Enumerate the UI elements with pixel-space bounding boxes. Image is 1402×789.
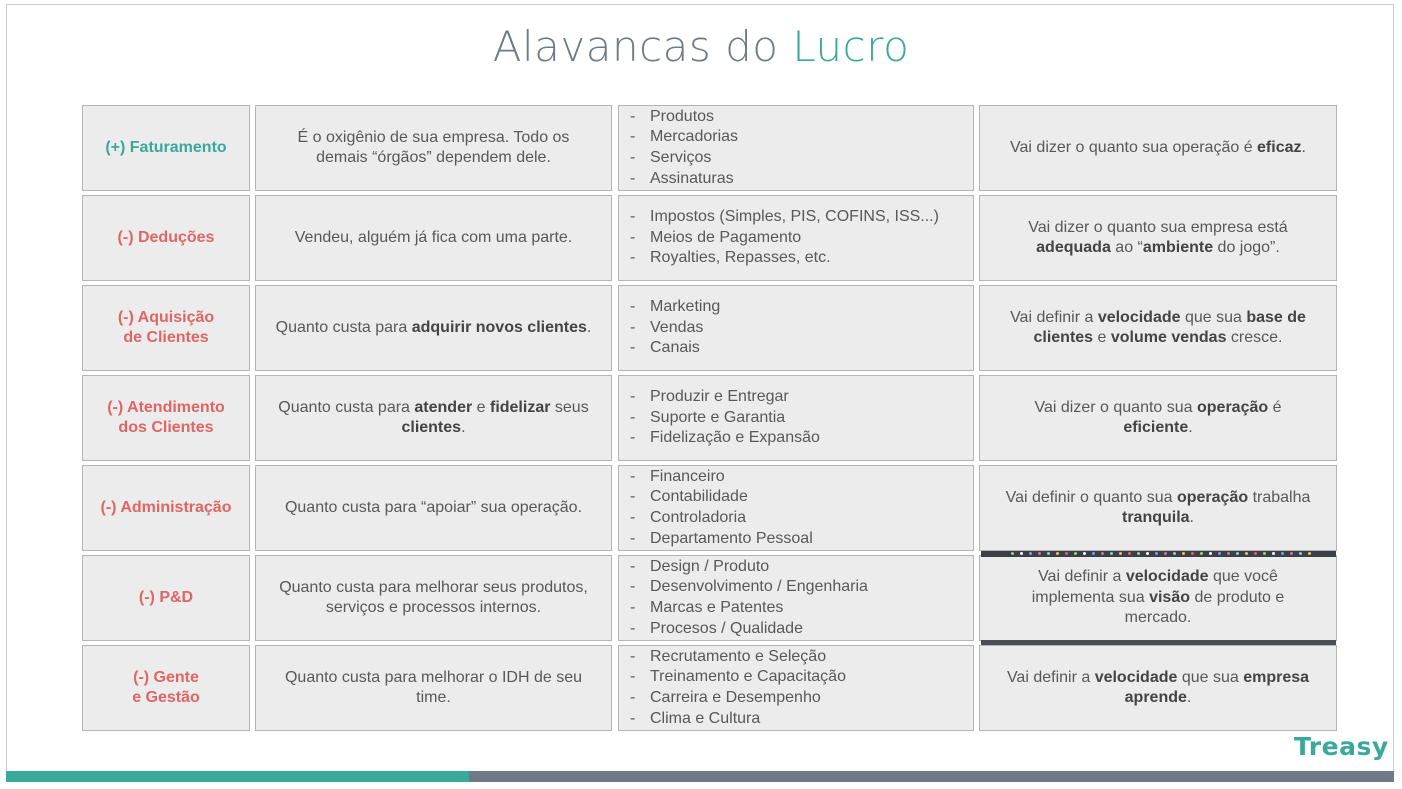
description-line [278,418,588,439]
decorative-dot [1110,552,1113,555]
lever-label [139,588,193,609]
lever-label-line: (-) Gente [133,668,199,686]
decorative-dot [1101,552,1104,555]
description-line [298,148,570,169]
decorative-dot [1146,552,1149,555]
list-item: - Recrutamento e Seleção [630,647,846,668]
decorative-dot [1128,552,1131,555]
impact-text [1010,308,1306,349]
decorative-dot [1191,552,1194,555]
impact-segment: implementa sua [1031,588,1150,606]
decorative-dot [1173,552,1176,555]
list-item: - Vendas [630,318,720,339]
description-segment: Quanto custa para [275,318,412,336]
decorative-dot [1137,552,1140,555]
decorative-dot [1245,552,1248,555]
impact-line [1028,238,1287,259]
list-item: - Royalties, Repasses, etc. [630,248,939,269]
lever-label-line: (-) P&D [138,588,194,606]
footer-bar-gray [469,771,1394,782]
description-line [278,398,588,419]
lever-label-line: e Gestão [132,689,200,706]
decorative-strip-bottom [981,640,1336,645]
impact-cell [979,285,1337,371]
impact-line [1032,588,1285,609]
impact-segment: cresce. [1226,329,1283,346]
impact-segment: Vai definir o quanto sua [1005,488,1177,506]
lever-cell [82,375,250,461]
list-item: - Suporte e Garantia [630,408,820,429]
impact-segment: Vai definir a [1038,568,1126,586]
list-item: - Financeiro [630,467,813,488]
description-line [285,498,582,519]
decorative-dot [1227,552,1230,555]
footer-bar-teal [6,771,469,782]
impact-segment: . [1301,138,1306,156]
list-item: - Produzir e Entregar [630,387,820,408]
description-line [279,598,588,619]
description-text [295,228,573,249]
list-item: - Controladoria [630,508,813,529]
impact-segment: Vai dizer o quanto sua empresa está [1028,218,1288,236]
lever-label [107,398,225,439]
lever-label-line: (-) Aquisição [117,308,215,326]
impact-cell [979,645,1337,731]
list-item: - Carreira e Desempenho [630,688,846,709]
decorative-dot [1038,552,1041,555]
description-segment: serviços e processos internos. [325,599,542,616]
list-item: - Marketing [630,297,720,318]
list-item: - Mercadorias [630,127,738,148]
decorative-dot [1074,552,1077,555]
items-list [630,207,939,269]
description-text [278,398,588,439]
impact-segment: . [1189,509,1194,526]
lever-label-line: de Clientes [123,329,209,346]
list-item: - Fidelização e Expansão [630,428,820,449]
decorative-dot [1092,552,1095,555]
impact-line [1007,668,1309,689]
impact-line [1010,328,1306,349]
decorative-dot [1182,552,1185,555]
impact-line [1010,138,1306,159]
lever-label [101,498,232,519]
description-text [298,128,570,169]
items-cell [618,285,974,371]
description-line [298,128,570,149]
impact-line [1010,308,1306,329]
lever-cell [82,285,250,371]
description-segment: time. [416,689,451,706]
items-cell [618,465,974,551]
list-item: - Assinaturas [630,169,738,190]
impact-text [1010,138,1306,159]
description-segment: Quanto custa para melhorar seus produtos, [279,578,588,596]
decorative-dot [1065,552,1068,555]
impact-text [1032,567,1285,629]
lever-cell [82,105,250,191]
impact-bold: tranquila [1121,509,1190,526]
impact-segment: mercado. [1124,609,1192,627]
impact-bold: volume vendas [1110,329,1227,346]
impact-line [1006,508,1311,529]
impact-segment: Vai definir a [1006,668,1095,686]
impact-text [1007,668,1309,709]
description-text [285,498,582,519]
list-item: - Treinamento e Capacitação [630,667,846,688]
description-line [279,578,588,599]
items-list [630,647,846,729]
lever-label-line: (-) Administração [100,498,232,516]
description-cell [255,465,612,551]
description-cell [255,645,612,731]
description-line [285,668,582,689]
impact-line [1006,488,1311,509]
decorative-dot [1209,552,1212,555]
title-part-2: Lucro [792,22,910,71]
list-item: - Contabilidade [630,487,813,508]
items-cell [618,195,974,281]
items-list [630,557,868,639]
description-line [276,318,592,339]
impact-segment: e [1093,329,1111,346]
items-cell [618,645,974,731]
description-segment: seus [550,398,589,416]
lever-cell [82,645,250,731]
description-bold: clientes [401,419,462,436]
items-list [630,387,820,449]
decorative-dot [1236,552,1239,555]
decorative-dot [1164,552,1167,555]
impact-segment: que você [1208,568,1278,586]
description-cell [255,285,612,371]
list-item: - Impostos (Simples, PIS, COFINS, ISS...) [630,207,939,228]
list-item: - Serviços [630,148,738,169]
impact-segment: do jogo”. [1213,239,1280,256]
description-bold: atender [414,398,473,416]
description-segment: Vendeu, alguém já fica com uma parte. [294,228,573,246]
decorative-dot [1047,552,1050,555]
impact-segment: Vai definir a [1010,308,1098,326]
title-part-1: Alavancas do [492,22,779,71]
decorative-dot [1200,552,1203,555]
impact-bold: visão [1149,588,1190,606]
list-item: - Design / Produto [630,557,868,578]
impact-bold: velocidade [1094,668,1178,686]
lever-label-line: (-) Deduções [117,228,215,246]
description-text [276,318,592,339]
decorative-dot [1083,552,1086,555]
impact-bold: base de [1246,308,1306,326]
decorative-dot [1029,552,1032,555]
impact-segment: . [1188,419,1193,436]
description-segment: . [461,419,466,436]
lever-cell [82,195,250,281]
impact-segment: Vai dizer o quanto sua operação é [1010,138,1258,156]
lever-label-line: dos Clientes [118,419,214,436]
list-item: - Marcas e Patentes [630,598,868,619]
impact-cell [979,465,1337,551]
items-cell [618,375,974,461]
impact-text [1035,398,1282,439]
description-segment: . [586,318,592,336]
impact-segment: . [1186,689,1192,706]
description-segment: Quanto custa para [278,398,415,416]
lever-label [105,138,226,159]
impact-cell [979,375,1337,461]
impact-line [1028,218,1287,239]
description-segment: demais “órgãos” dependem dele. [316,149,551,166]
impact-line [1032,567,1285,588]
description-segment: e [472,398,490,416]
decorative-dot [1011,552,1014,555]
impact-cell [979,195,1337,281]
decorative-dot [1218,552,1221,555]
lever-cell [82,465,250,551]
decorative-dot [1281,552,1284,555]
list-item: - Canais [630,338,720,359]
list-item: - Desenvolvimento / Engenharia [630,577,868,598]
impact-bold: operação [1176,488,1249,506]
impact-line [1032,608,1285,629]
decorative-strip [981,551,1336,557]
items-cell [618,105,974,191]
decorative-dot [1020,552,1023,555]
impact-segment: de produto e [1190,588,1285,606]
impact-text [1006,488,1311,529]
impact-segment: trabalha [1248,488,1311,506]
description-line [285,688,582,709]
impact-segment: Vai dizer o quanto sua [1034,398,1197,416]
items-list [630,107,738,189]
description-line [295,228,573,249]
impact-bold: clientes [1033,329,1094,346]
list-item: - Procesos / Qualidade [630,619,868,640]
impact-bold: eficaz [1257,138,1302,156]
impact-bold: eficiente [1123,419,1189,436]
description-cell [255,375,612,461]
items-list [630,467,813,549]
items-list [630,297,720,359]
decorative-dot [1272,552,1275,555]
description-cell [255,555,612,641]
impact-cell [979,555,1337,641]
impact-bold: velocidade [1097,308,1181,326]
lever-label-line: (+) Faturamento [105,138,227,156]
lever-label [118,228,215,249]
impact-segment: que sua [1180,308,1247,326]
impact-line [1035,418,1282,439]
description-cell [255,195,612,281]
description-segment: Quanto custa para “apoiar” sua operação. [284,498,583,516]
decorative-dot [1263,552,1266,555]
decorative-dot [1056,552,1059,555]
decorative-dot [1290,552,1293,555]
impact-bold: operação [1197,398,1269,416]
description-segment: É o oxigênio de sua empresa. Todo os [297,128,570,146]
list-item: - Departamento Pessoal [630,529,813,550]
description-segment: Quanto custa para melhorar o IDH de seu [284,668,583,686]
decorative-dot [1155,552,1158,555]
impact-bold: empresa [1243,668,1310,686]
lever-label-line: (-) Atendimento [107,398,225,416]
impact-line [1035,398,1282,419]
list-item: - Meios de Pagamento [630,228,939,249]
decorative-dot [1119,552,1122,555]
impact-segment: ao “ [1110,239,1143,256]
decorative-dot [1254,552,1257,555]
treasy-logo: Treasy [1294,732,1389,761]
impact-text [1028,218,1287,259]
impact-cell [979,105,1337,191]
items-cell [618,555,974,641]
lever-label [132,668,200,709]
impact-line [1007,688,1309,709]
lever-label [118,308,214,349]
impact-bold: adequada [1036,239,1111,256]
description-text [279,578,588,619]
impact-bold: velocidade [1125,568,1209,586]
list-item: - Produtos [630,107,738,128]
decorative-dot [1299,552,1302,555]
description-text [285,668,582,709]
description-bold: fidelizar [489,398,551,416]
impact-bold: ambiente [1142,239,1214,256]
impact-segment: que sua [1177,668,1244,686]
impact-bold: aprende [1124,689,1187,706]
impact-segment: é [1268,398,1282,416]
lever-cell [82,555,250,641]
list-item: - Clima e Cultura [630,709,846,730]
decorative-dot [1308,552,1311,555]
description-bold: adquirir novos clientes [411,318,587,336]
description-cell [255,105,612,191]
page-title [0,22,1402,71]
